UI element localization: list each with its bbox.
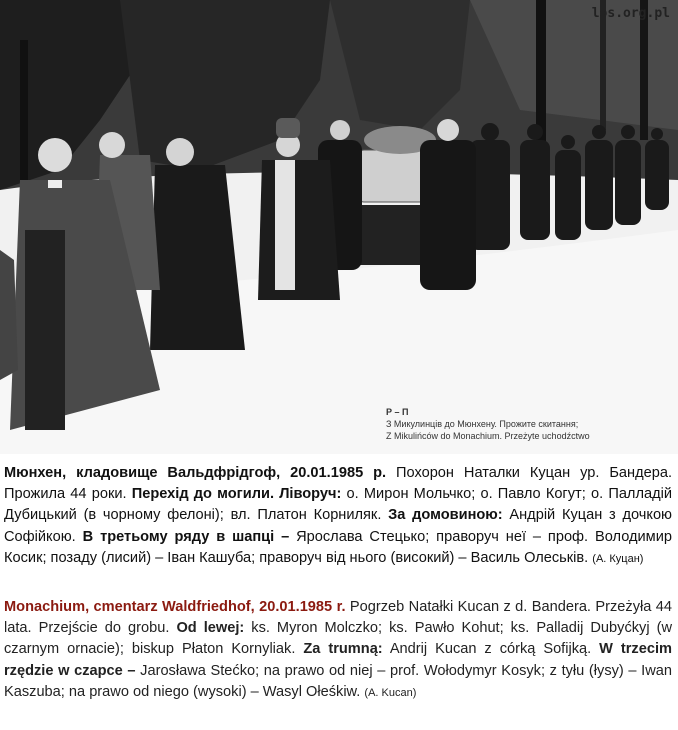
caption-uk-label-third-row: В третьому ряду в шапці – bbox=[82, 528, 290, 545]
caption-pl-text4: Jarosława Stećko; na prawo od niej – prof. Wołodymyr Kosyk; z tyłu (łysy) – Iwan Kaszuba; na prawo od niego (wysoki) – Wasyl Ołeśkiw. bbox=[4, 662, 672, 700]
caption-uk-label-coffin: За домовиною: bbox=[388, 507, 503, 524]
caption-pl-place-date: Monachium, cmentarz Waldfriedhof, 20.01.1985 r. bbox=[4, 599, 346, 615]
caption-pl-text3: Andrij Kucan z córką Sofijką. bbox=[382, 641, 600, 658]
series-line-pl: Z Mikulińców do Monachium. Przeżyte uchodźctwo bbox=[386, 431, 590, 441]
caption-pl-label-coffin: Za trumną: bbox=[303, 641, 383, 658]
series-line-uk: З Микулинців до Мюнхену. Прожите скитання; bbox=[386, 419, 579, 429]
caption-uk-place-date: Мюнхен, кладовище Вальдфрідгоф, 20.01.1985 р. bbox=[4, 465, 387, 481]
site-watermark: los.org.pl bbox=[591, 6, 670, 21]
caption-pl-label-third-row: W trzecim rzędzie w czapce – bbox=[4, 641, 672, 679]
series-code: Р – П bbox=[386, 407, 409, 417]
caption-uk-label-transition: Перехід до могили. Ліворуч: bbox=[131, 486, 342, 503]
caption-polish bbox=[4, 597, 672, 704]
caption-uk-text2: о. Мирон Мольчко; о. Павло Когут; о. Палладій Дубицький (в чорному фелоні); вл. Платон Корниляк. bbox=[4, 486, 672, 524]
caption-pl-source: (A. Kucan) bbox=[364, 686, 417, 699]
caption-uk-source: (А. Куцан) bbox=[592, 552, 644, 565]
series-note bbox=[386, 406, 676, 442]
caption-uk-text4: Ярослава Стецько; праворуч неї – проф. Володимир Косик; позаду (лисий) – Іван Кашуба; праворуч від нього (високий) – Василь Олеськів. bbox=[4, 528, 672, 566]
caption-pl-label-left: Od lewej: bbox=[176, 620, 245, 637]
caption-uk-text1: Похорон Наталки Куцан ур. Бандера. Прожила 44 роки. bbox=[4, 465, 672, 503]
caption-pl-text1: Pogrzeb Natałki Kucan z d. Bandera. Przeżyła 44 lata. Przejście do grobu. bbox=[4, 599, 672, 637]
caption-uk-text3: Андрій Куцан з дочкою Софійкою. bbox=[4, 507, 673, 545]
caption-ukrainian bbox=[4, 463, 672, 570]
caption-pl-text2: ks. Myron Molczko; ks. Pawło Kohut; ks. Palladij Dubyćkyj (w czarnym ornacie); biskup Płaton Kornyliak. bbox=[4, 620, 672, 658]
